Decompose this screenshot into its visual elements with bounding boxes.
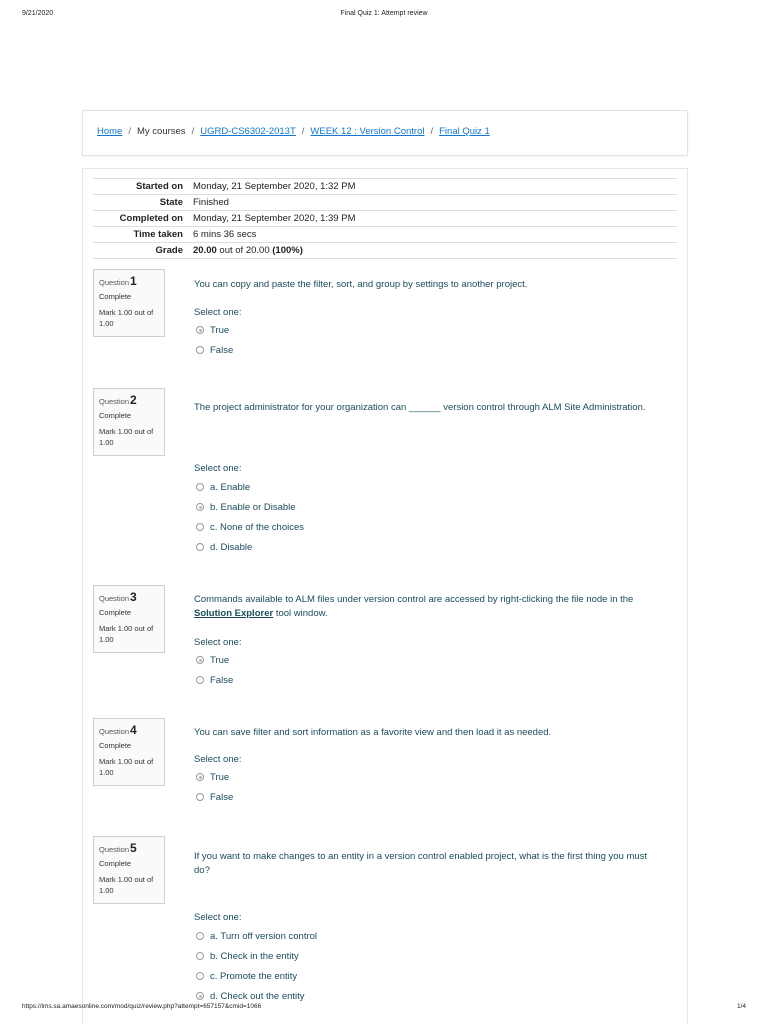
summary-label: Completed on xyxy=(119,213,183,224)
breadcrumb-separator: / xyxy=(191,126,195,137)
select-one-prompt: Select one: xyxy=(194,463,242,474)
summary-value: Finished xyxy=(193,197,229,208)
print-page-number: 1/4 xyxy=(736,1003,746,1010)
option-label: c. Promote the entity xyxy=(210,970,298,982)
radio-button[interactable] xyxy=(196,346,204,354)
option-label: True xyxy=(210,771,230,783)
question-mark: Mark 1.00 out of 1.00 xyxy=(99,875,154,895)
question-mark: Mark 1.00 out of 1.00 xyxy=(99,427,154,447)
answer-option[interactable] xyxy=(196,500,296,514)
print-header xyxy=(22,10,746,22)
option-label: c. None of the choices xyxy=(210,521,304,533)
breadcrumb-separator: / xyxy=(430,126,434,137)
answer-option[interactable] xyxy=(196,770,229,784)
print-footer xyxy=(22,1003,746,1015)
breadcrumb-separator: / xyxy=(301,126,305,137)
summary-row xyxy=(93,195,677,211)
summary-value: Monday, 21 September 2020, 1:32 PM xyxy=(193,181,356,192)
select-one-prompt: Select one: xyxy=(194,912,242,923)
breadcrumb-container xyxy=(82,110,688,156)
solution-explorer-term: Solution Explorer xyxy=(194,608,274,619)
summary-label: Started on xyxy=(136,181,183,192)
option-label: b. Check in the entity xyxy=(210,950,299,962)
question-mark: Mark 1.00 out of 1.00 xyxy=(99,308,154,328)
question-label: Question xyxy=(99,278,130,287)
question-state: Complete xyxy=(99,292,132,301)
option-label: True xyxy=(210,324,230,336)
option-label: False xyxy=(210,674,234,686)
radio-button[interactable] xyxy=(196,676,204,684)
question-text xyxy=(194,593,664,621)
radio-button[interactable] xyxy=(196,932,204,940)
question-text-part: tool window. xyxy=(273,608,328,619)
question-number: 3 xyxy=(130,590,137,604)
grade-label: Grade xyxy=(155,245,183,256)
summary-label: Time taken xyxy=(133,229,183,240)
answer-option[interactable] xyxy=(196,480,250,494)
question-info-box xyxy=(93,585,165,653)
summary-row-grade xyxy=(93,243,677,259)
question-state: Complete xyxy=(99,741,132,750)
radio-button-selected[interactable] xyxy=(196,992,204,1000)
question-label: Question xyxy=(99,727,130,736)
answer-option[interactable] xyxy=(196,929,317,943)
option-label: a. Turn off version control xyxy=(210,930,318,942)
question-number: 2 xyxy=(130,393,137,407)
breadcrumb-separator: / xyxy=(128,126,131,137)
summary-row xyxy=(93,211,677,227)
grade-out-of: out of 20.00 xyxy=(219,245,270,256)
radio-button-selected[interactable] xyxy=(196,773,204,781)
radio-button[interactable] xyxy=(196,483,204,491)
question-label: Question xyxy=(99,397,130,406)
question-label: Question xyxy=(99,845,130,854)
radio-button-selected[interactable] xyxy=(196,503,204,511)
option-label: d. Check out the entity xyxy=(210,990,305,1002)
question-number: 1 xyxy=(130,274,137,288)
radio-button-selected[interactable] xyxy=(196,656,204,664)
radio-button[interactable] xyxy=(196,523,204,531)
answer-option[interactable] xyxy=(196,969,297,983)
question-info-box xyxy=(93,836,165,904)
answer-option[interactable] xyxy=(196,520,304,534)
print-date: 9/21/2020 xyxy=(22,10,54,17)
question-mark: Mark 1.00 out of 1.00 xyxy=(99,624,154,644)
question-text: You can save filter and sort information as a favorite view and then load it as needed. xyxy=(194,727,552,738)
answer-option[interactable] xyxy=(196,653,229,667)
breadcrumb-course-link[interactable]: UGRD-CS6302-2013T xyxy=(200,126,296,137)
question-number: 4 xyxy=(130,723,137,737)
grade-value xyxy=(193,243,677,259)
summary-label: State xyxy=(159,197,183,208)
radio-button[interactable] xyxy=(196,543,204,551)
select-one-prompt: Select one: xyxy=(194,637,242,648)
radio-button[interactable] xyxy=(196,972,204,980)
select-one-prompt: Select one: xyxy=(194,307,242,318)
answer-option[interactable] xyxy=(196,673,233,687)
attempt-summary-table xyxy=(93,178,677,259)
radio-button[interactable] xyxy=(196,793,204,801)
print-url: https://lms.sa.amaesonline.com/mod/quiz/review.php?attempt=657157&cmid=1066 xyxy=(22,1003,262,1010)
summary-row xyxy=(93,227,677,243)
option-label: b. Enable or Disable xyxy=(210,501,296,513)
answer-option[interactable] xyxy=(196,540,252,554)
answer-option[interactable] xyxy=(196,343,233,357)
radio-button[interactable] xyxy=(196,952,204,960)
grade-score: 20.00 xyxy=(193,245,217,256)
option-label: True xyxy=(210,654,230,666)
answer-option[interactable] xyxy=(196,989,305,1003)
question-mark: Mark 1.00 out of 1.00 xyxy=(99,757,154,777)
question-state: Complete xyxy=(99,411,132,420)
print-title: Final Quiz 1: Attempt review xyxy=(340,10,428,17)
question-info-box xyxy=(93,269,165,337)
radio-button-selected[interactable] xyxy=(196,326,204,334)
breadcrumb-quiz-link[interactable]: Final Quiz 1 xyxy=(439,126,490,137)
question-text: If you want to make changes to an entity in a version control enabled project, what is the first thing you must do? xyxy=(194,851,648,876)
question-label: Question xyxy=(99,594,130,603)
question-text: The project administrator for your organization can ______ version control through ALM Site Administration. xyxy=(194,402,646,413)
question-state: Complete xyxy=(99,859,132,868)
select-one-prompt: Select one: xyxy=(194,754,242,765)
summary-value: 6 mins 36 secs xyxy=(193,229,257,240)
question-state: Complete xyxy=(99,608,132,617)
question-text-part: Commands available to ALM files under version control are accessed by right-clicking the file node in the xyxy=(194,594,634,605)
breadcrumb-home-link[interactable]: Home xyxy=(97,126,123,137)
question-text: You can copy and paste the filter, sort, and group by settings to another project. xyxy=(194,279,528,290)
option-label: False xyxy=(210,791,234,803)
option-label: d. Disable xyxy=(210,541,253,553)
option-label: False xyxy=(210,344,234,356)
quiz-review-panel xyxy=(82,168,688,1024)
question-number: 5 xyxy=(130,841,137,855)
grade-percent: (100%) xyxy=(272,245,303,256)
answer-option[interactable] xyxy=(196,790,233,804)
question-info-box xyxy=(93,388,165,456)
breadcrumb-week-link[interactable]: WEEK 12 : Version Control xyxy=(310,126,425,137)
answer-option[interactable] xyxy=(196,949,299,963)
breadcrumb-my-courses: My courses xyxy=(136,126,186,137)
breadcrumb xyxy=(97,126,490,137)
summary-value: Monday, 21 September 2020, 1:39 PM xyxy=(193,213,356,224)
answer-option[interactable] xyxy=(196,323,229,337)
question-info-box xyxy=(93,718,165,786)
option-label: a. Enable xyxy=(210,481,251,493)
summary-row xyxy=(93,179,677,195)
